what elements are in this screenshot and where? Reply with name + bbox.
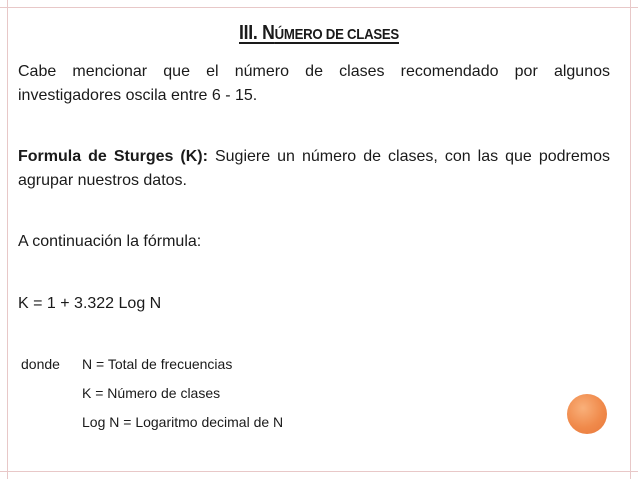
sturges-label: Formula de Sturges (K): [18, 148, 208, 165]
definition-k: K = Número de clases [82, 385, 221, 401]
donde-label: donde [21, 356, 60, 372]
sturges-paragraph [18, 145, 610, 193]
orange-circle-decoration [567, 394, 607, 434]
frame-line-right [630, 0, 631, 479]
continuation-text: A continuación la fórmula: [18, 233, 202, 250]
frame-line-top [0, 7, 638, 8]
title-prefix: III. N [239, 22, 275, 44]
sturges-text: Sugiere un número de clases, con las que podremos agrupar nuestros datos. [18, 148, 611, 189]
frame-line-bottom [0, 471, 638, 472]
definition-log-n: Log N = Logaritmo decimal de N [82, 414, 284, 430]
slide-title [38, 22, 599, 45]
intro-paragraph: Cabe mencionar que el número de clases recomendado por algunos investigadores oscila entre 6 - 15. [18, 63, 610, 104]
title-smallcaps: ÚMERO DE CLASES [274, 26, 399, 43]
frame-line-left [7, 0, 8, 479]
definition-n: N = Total de frecuencias [82, 356, 233, 372]
formula-text: K = 1 + 3.322 Log N [18, 295, 162, 312]
